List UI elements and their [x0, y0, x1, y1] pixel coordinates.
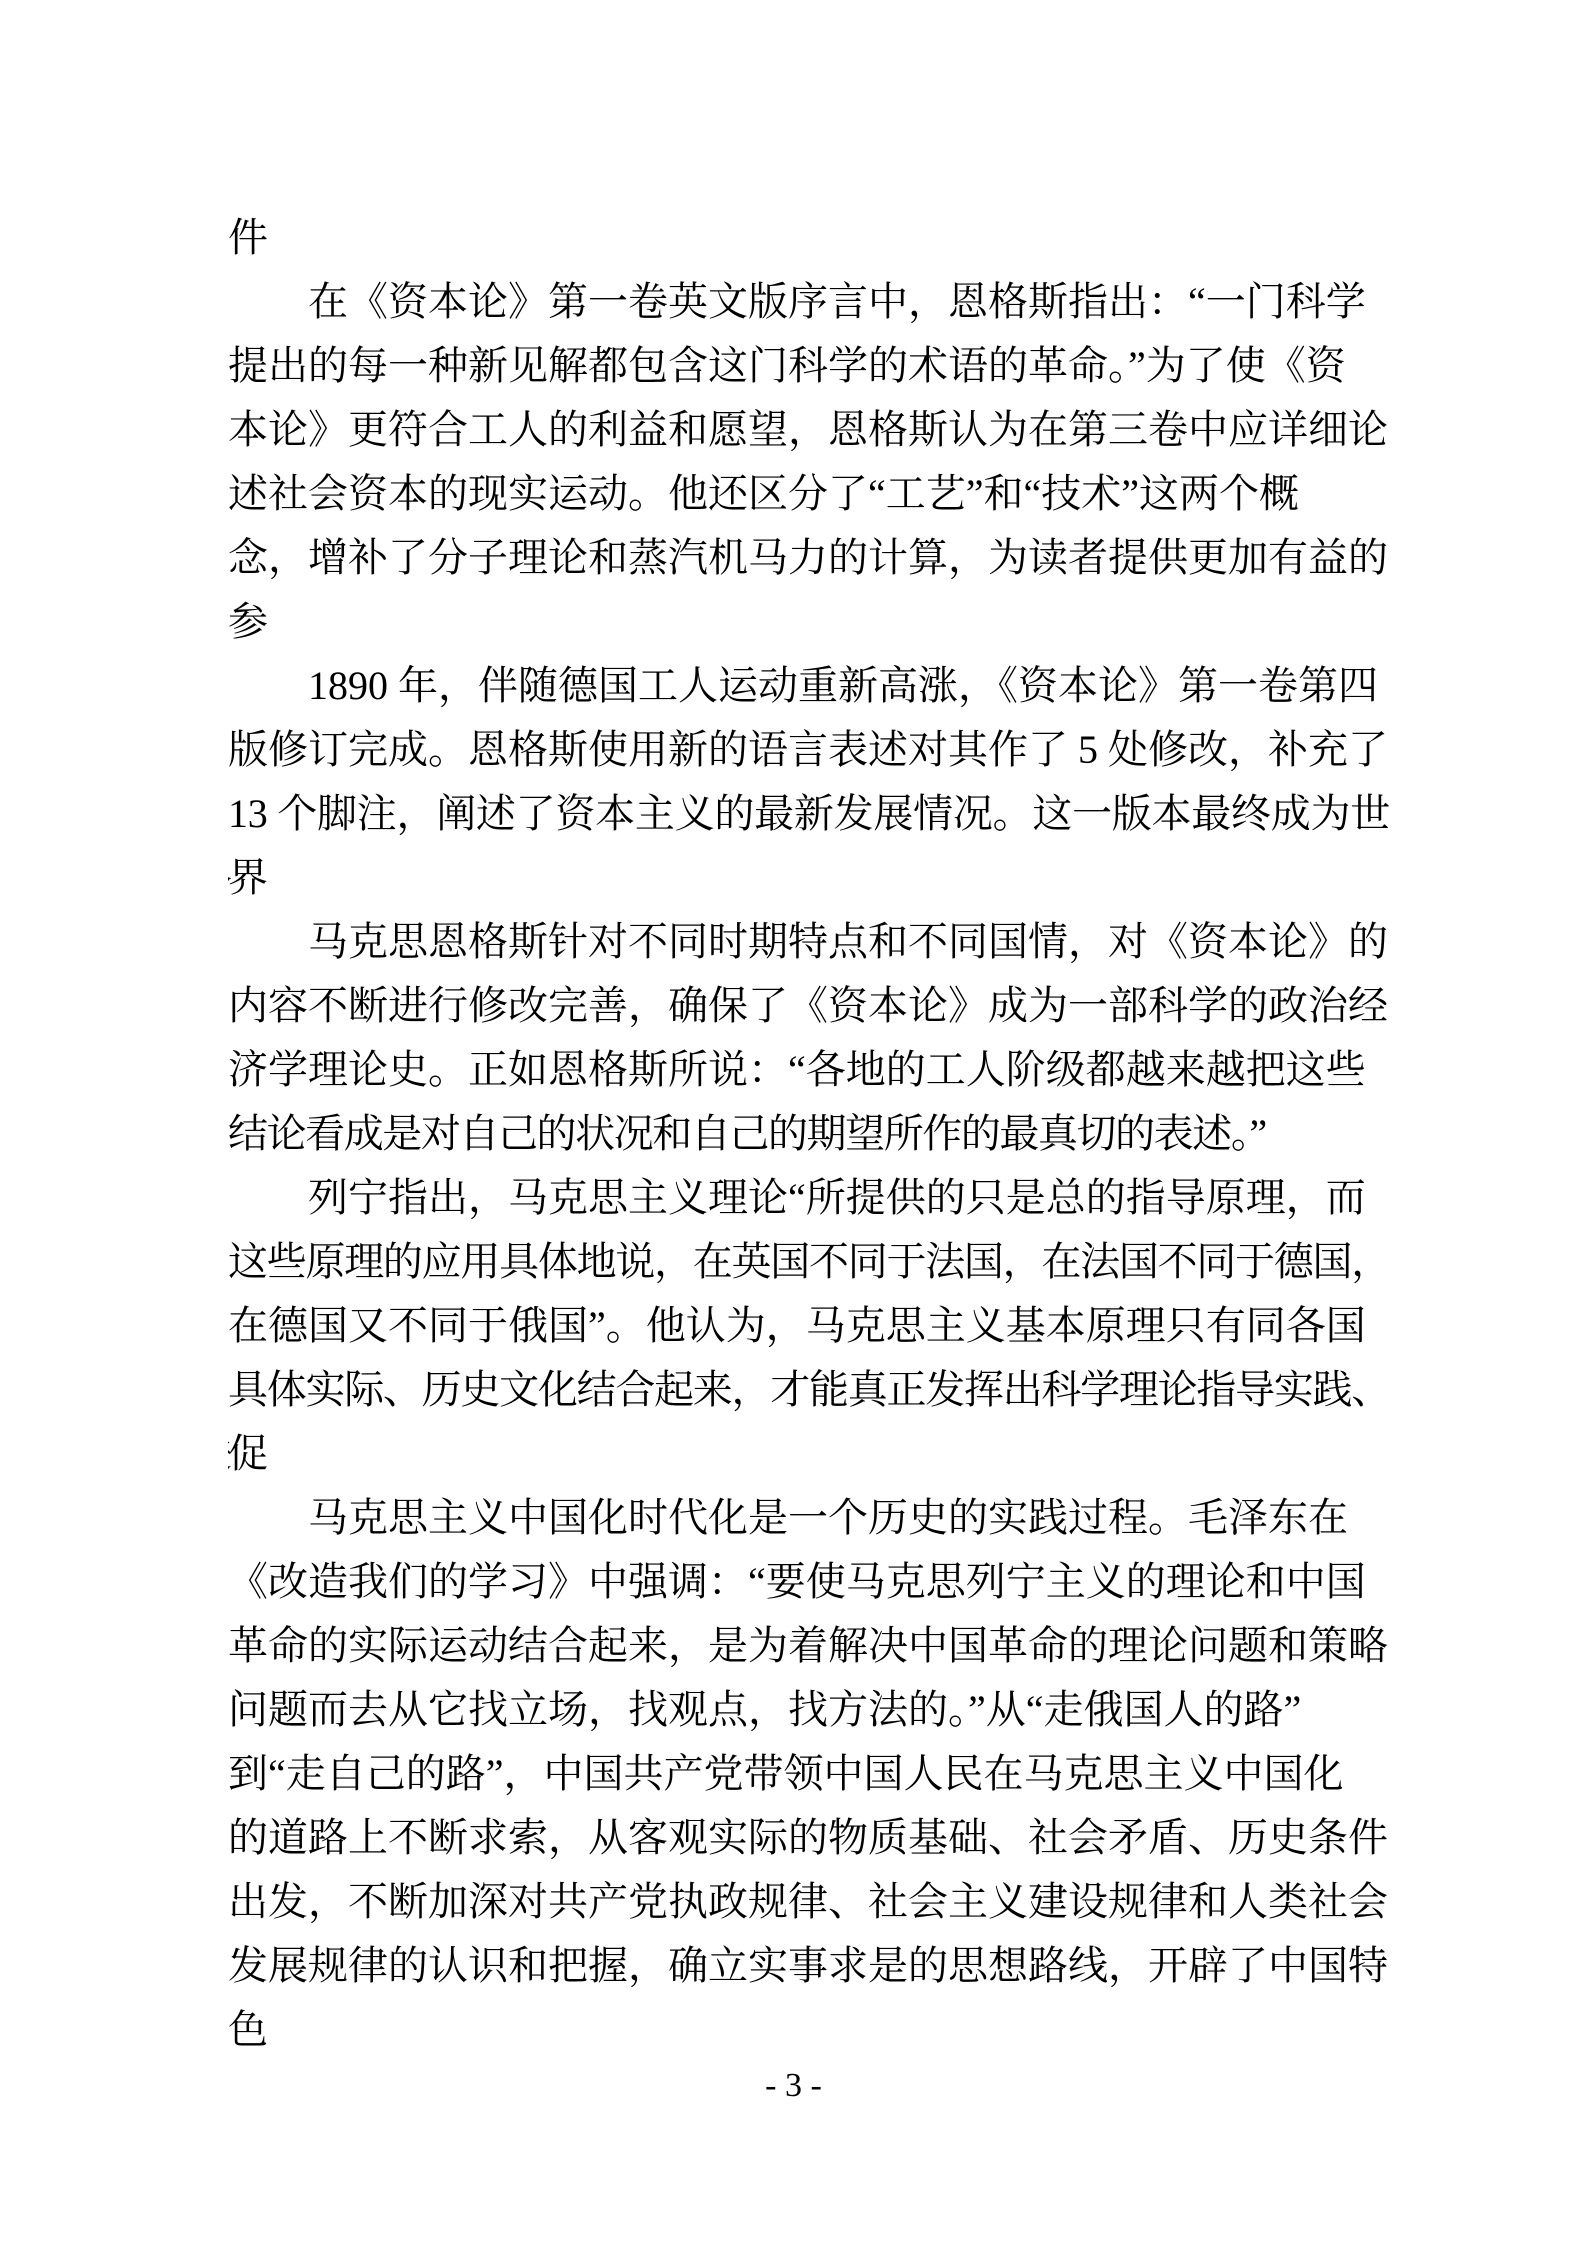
paragraph [228, 1166, 1390, 1486]
page-footer [0, 2062, 1587, 2110]
text-line [228, 1422, 1390, 1486]
text-line: 《改造我们的学习》中强调：“要使马克思列宁主义的理论和中国 [228, 1559, 1366, 1604]
text-line: 具体实际、历史文化结合起来，才能真正发挥出科学理论指导实践、 [228, 1367, 1390, 1412]
text-line: 在德国又不同于俄国”。他认为，马克思主义基本原理只有同各国 [228, 1303, 1366, 1348]
text-line: 出发，不断加深对共产党执政规律、社会主义建设规律和人类社会 [228, 1879, 1388, 1924]
paragraph [228, 654, 1390, 910]
text-line: 内容不断进行修改完善，确保了《资本论》成为一部科学的政治经 [228, 983, 1388, 1028]
paragraph [228, 1486, 1390, 2062]
text-line: 到“走自己的路”，中国共产党带领中国人民在马克思主义中国化 [228, 1751, 1344, 1796]
text-line: 这些原理的应用具体地说，在英国不同于法国，在法国不同于德国， [228, 1239, 1390, 1284]
text-line: 马克思主义中国化时代化是一个历史的实践过程。毛泽东在 [308, 1495, 1348, 1540]
text-line [228, 1998, 1390, 2062]
text-line [228, 206, 1390, 270]
text-line: 提出的每一种新见解都包含这门科学的术语的革命。”为了使《资 [228, 343, 1346, 388]
text-line: 1890 年，伴随德国工人运动重新高涨，《资本论》第一卷第四 [308, 663, 1378, 708]
text-line: 述社会资本的现实运动。他还区分了“工艺”和“技术”这两个概 [228, 471, 1300, 516]
text-line: 问题而去从它找立场，找观点，找方法的。”从“走俄国人的路” [228, 1687, 1302, 1732]
paragraph [228, 206, 1390, 270]
text-line [228, 846, 1390, 910]
text-line: 马克思恩格斯针对不同时期特点和不同国情，对《资本论》的 [308, 919, 1388, 964]
paragraph [228, 270, 1390, 654]
paragraph [228, 910, 1390, 1166]
text-line: 发展规律的认识和把握，确立实事求是的思想路线，开辟了中国特 [228, 1943, 1388, 1988]
text-line: 的道路上不断求索，从客观实际的物质基础、社会矛盾、历史条件 [228, 1815, 1388, 1860]
text-line: 革命的实际运动结合起来，是为着解决中国革命的理论问题和策略 [228, 1623, 1388, 1668]
text-line: 本论》更符合工人的利益和愿望，恩格斯认为在第三卷中应详细论 [228, 407, 1388, 452]
text-line [228, 590, 1390, 654]
text-line: 济学理论史。正如恩格斯所说：“各地的工人阶级都越来越把这些 [228, 1047, 1366, 1092]
document-body [228, 206, 1390, 2062]
page-number: - 3 - [765, 2067, 822, 2104]
text-line: 在《资本论》第一卷英文版序言中，恩格斯指出：“一门科学 [308, 279, 1366, 324]
text-line: 结论看成是对自己的状况和自己的期望所作的最真切的表述。” [228, 1111, 1266, 1156]
text-line: 念，增补了分子理论和蒸汽机马力的计算，为读者提供更加有益的 [228, 535, 1388, 580]
text-line: 列宁指出，马克思主义理论“所提供的只是总的指导原理，而 [308, 1175, 1366, 1220]
text-line: 版修订完成。恩格斯使用新的语言表述对其作了 5 处修改，补充了 [228, 727, 1388, 772]
text-line: 13 个脚注，阐述了资本主义的最新发展情况。这一版本最终成为世 [228, 791, 1390, 836]
